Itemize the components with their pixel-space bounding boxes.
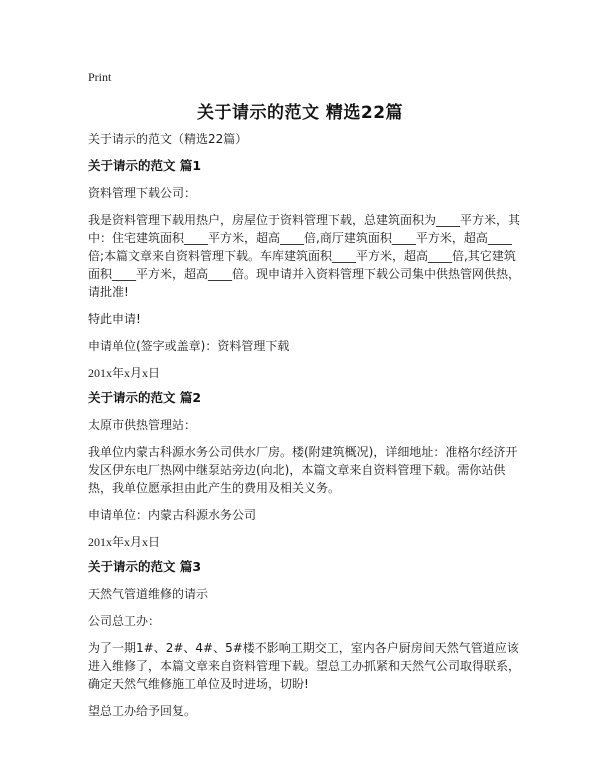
document-title: 关于请示的范文 精选22篇 — [196, 103, 404, 123]
paragraph: 公司总工办： — [88, 614, 161, 628]
print-label[interactable]: Print — [88, 70, 112, 84]
paragraph: 为了一期1#、2#、4#、5#楼不影响工期交工，室内各户厨房间天然气管道应该进入维修了，本篇文章来自资料管理下载。望总工办抓紧和天然气公司取得联系，确定天然气维修施工单位及时进场，切盼! — [88, 641, 521, 691]
document-subtitle: 关于请示的范文（精选22篇） — [88, 132, 248, 146]
paragraph: 我单位内蒙古科源水务公司供水厂房。楼(附建筑概况)，详细地址：准格尔经济开发区伊东电厂热网中继泵站旁边(向北)，本篇文章来自资料管理下载。需你站供热，我单位愿承担由此产生的费用及相关义务。 — [88, 445, 518, 495]
paragraph: 特此申请! — [88, 312, 141, 326]
paragraph: 资料管理下载公司： — [88, 186, 197, 200]
paragraph: 申请单位：内蒙古科源水务公司 — [88, 508, 257, 522]
paragraph: 天然气管道维修的请示 — [88, 587, 209, 601]
section-heading: 关于请示的范文 篇3 — [88, 559, 202, 574]
date-line: 201x年x月x日 — [88, 535, 161, 549]
paragraph: 申请单位(签字或盖章)：资料管理下载 — [88, 339, 290, 353]
section-heading: 关于请示的范文 篇1 — [88, 158, 202, 173]
paragraph: 望总工办给予回复。 — [88, 704, 197, 718]
date-line: 201x年x月x日 — [88, 366, 161, 380]
paragraph: 太原市供热管理站： — [88, 418, 197, 432]
section-heading: 关于请示的范文 篇2 — [88, 390, 202, 405]
paragraph: 我是资料管理下载用热户，房屋位于资料管理下载，总建筑面积为____平方米，其中：住宅建筑面积____平方米，超高____倍,商厅建筑面积____平方米，超高____倍;本篇文章来自资料管理下载。车库建筑面积____平方米，超高____倍,其它建筑面积____平方米，超高____倍。现申请并入资料管理下载公司集中供热管网供热，请批准! — [88, 213, 521, 299]
document-body — [88, 130, 520, 720]
